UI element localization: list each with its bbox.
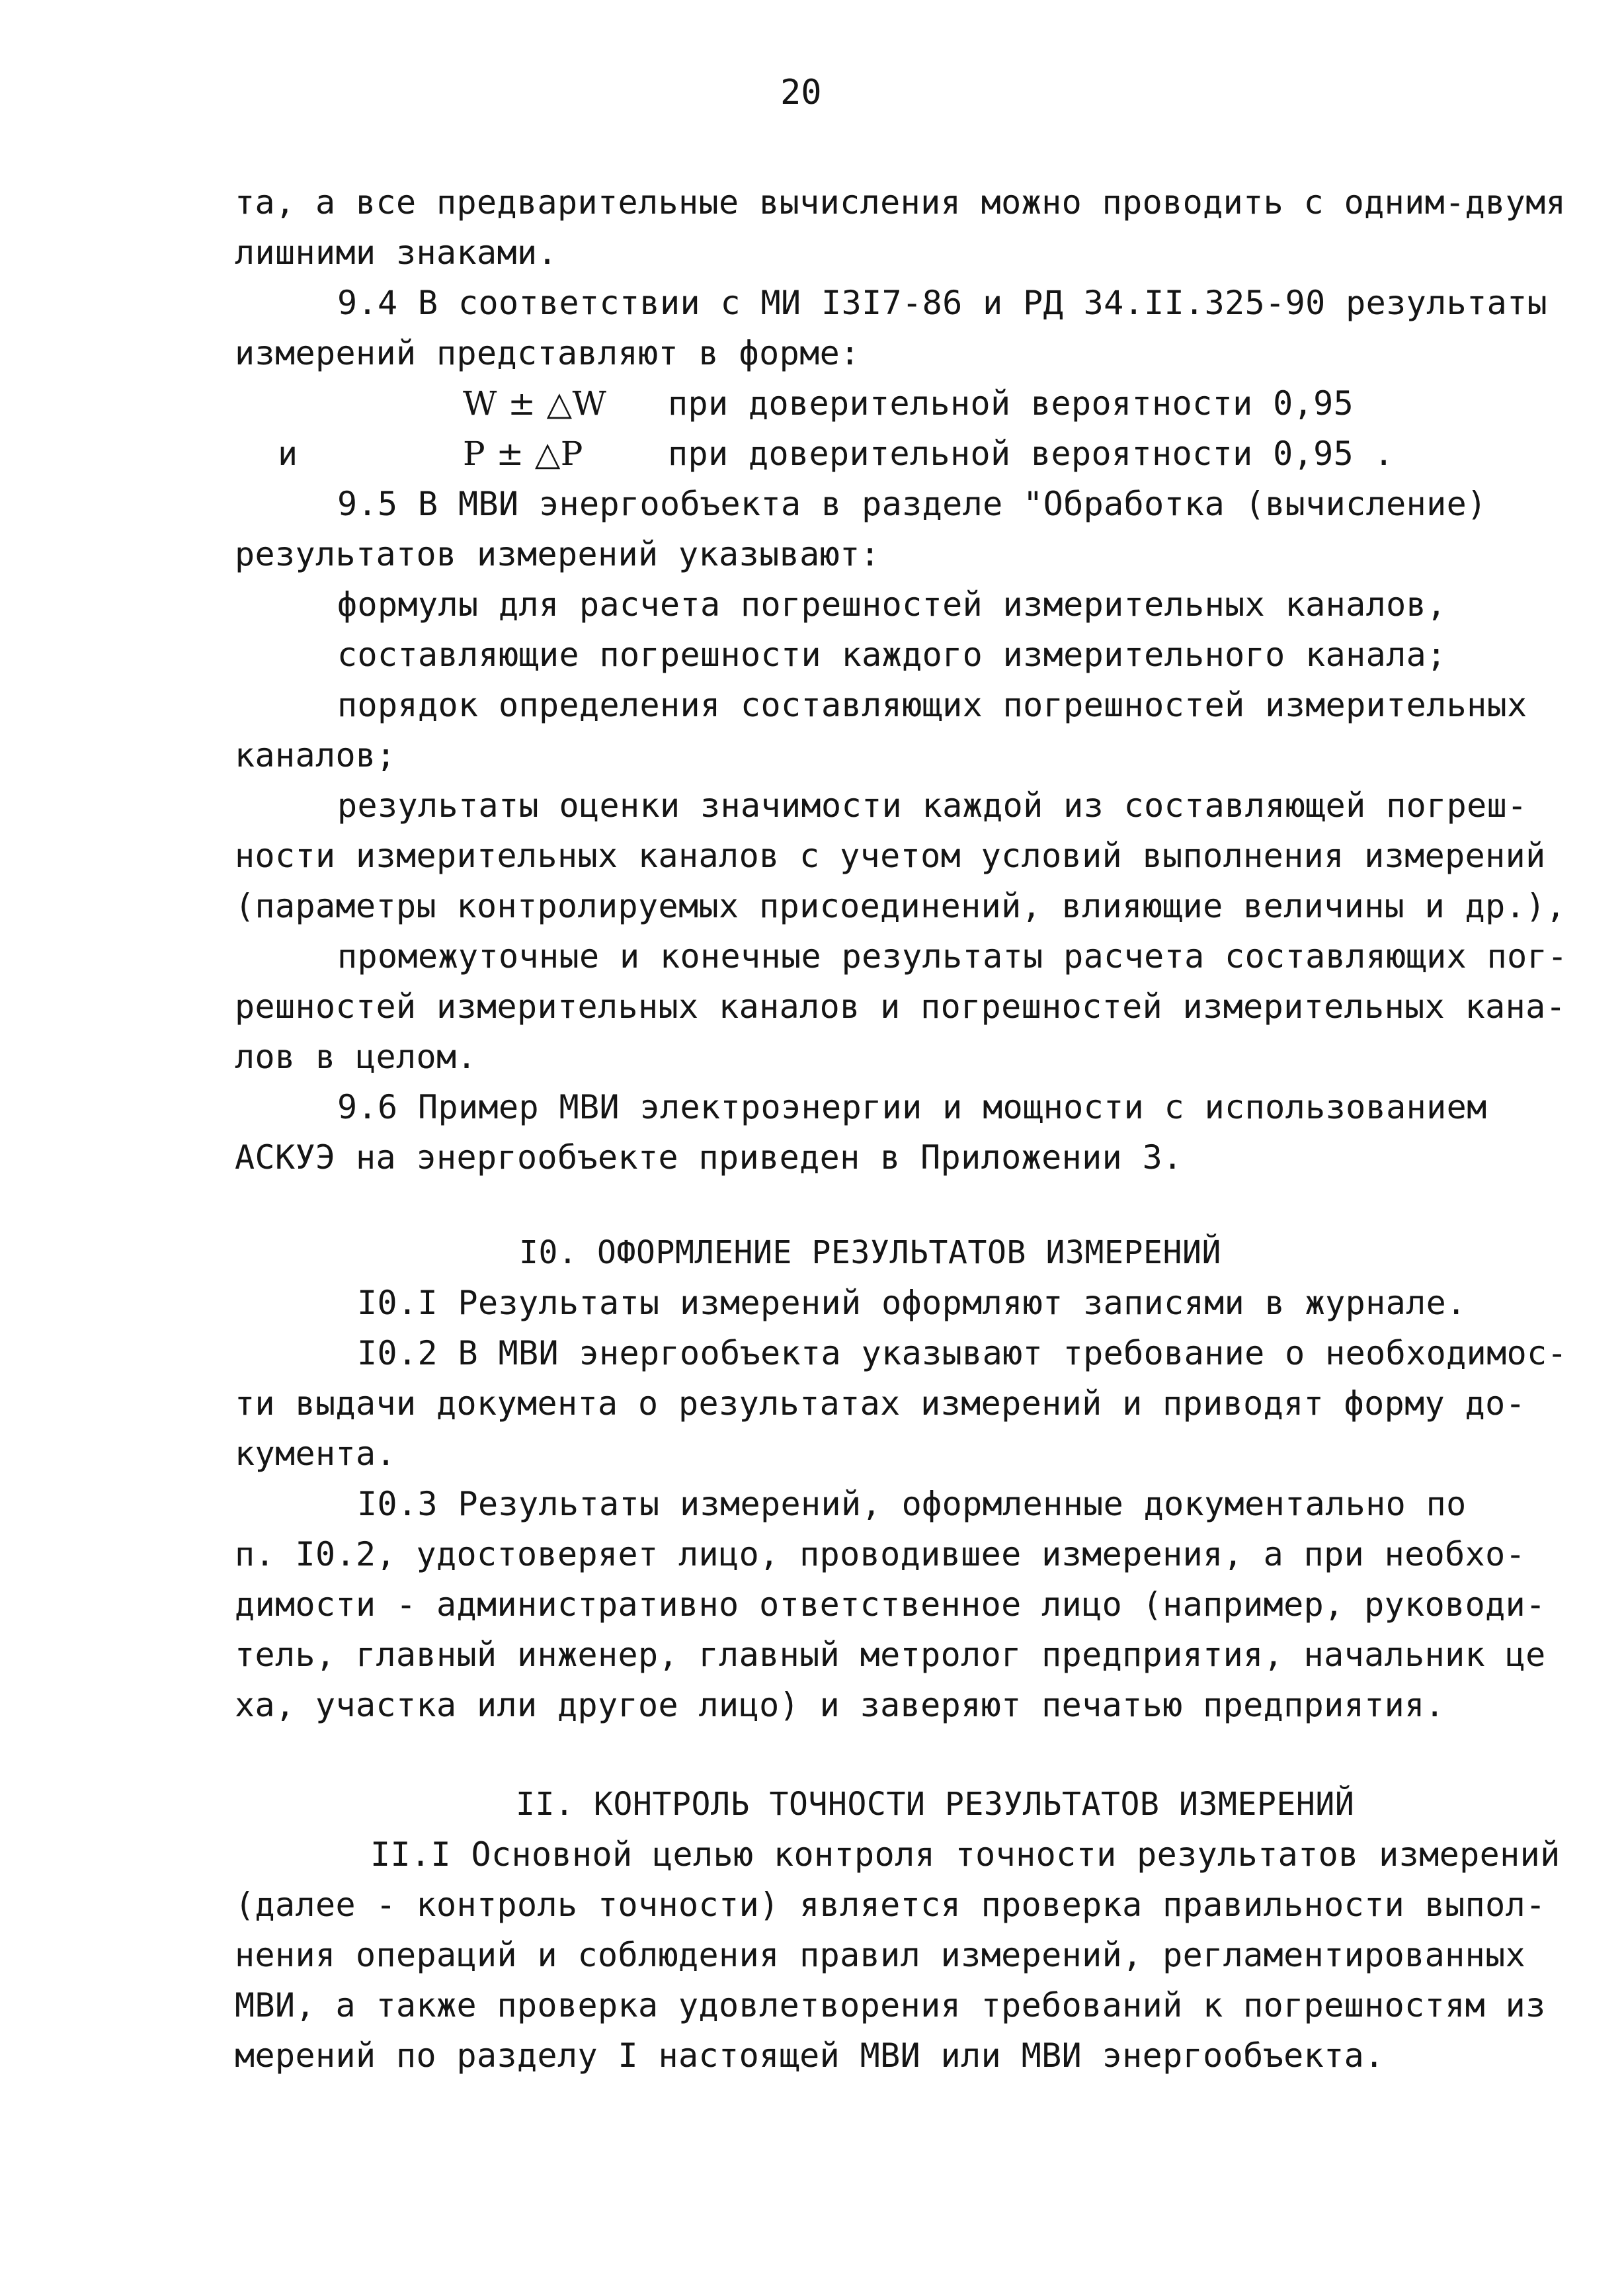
page-number: 20 <box>780 73 822 112</box>
conjunction: и <box>278 435 298 473</box>
text-line: порядок определения составляющих погрешностей измерительных <box>337 686 1527 724</box>
text-line: каналов; <box>235 736 397 774</box>
text-line: измерений представляют в форме: <box>235 334 860 372</box>
text-line: при доверительной вероятности 0,95 . <box>668 435 1395 473</box>
text-line: АСКУЭ на энергообъекте приведен в Приложении 3. <box>235 1138 1183 1177</box>
text-line: при доверительной вероятности 0,95 <box>668 384 1354 423</box>
formula-energy: W ± △W <box>463 384 607 423</box>
text-line: лов в целом. <box>235 1038 477 1076</box>
formula-power: P ± △P <box>463 435 583 473</box>
text-line: II.I Основной целью контроля точности результатов измерений <box>370 1835 1561 1874</box>
text-line: димости - административно ответственное лицо (например, руководи- <box>235 1585 1546 1624</box>
text-line: кумента. <box>235 1435 397 1473</box>
text-line: МВИ, а также проверка удовлетворения требований к погрешностям из <box>235 1986 1546 2024</box>
text-line: промежуточные и конечные результаты расчета составляющих пог- <box>337 937 1568 976</box>
text-line: (параметры контролируемых присоединений, влияющие величины и др.), <box>235 887 1566 925</box>
text-line: та, а все предварительные вычисления можно проводить с одним-двумя <box>235 183 1566 222</box>
text-line: результаты оценки значимости каждой из составляющей погреш- <box>337 786 1527 825</box>
text-line: I0.2 В МВИ энергообъекта указывают требование о необходимос- <box>357 1334 1568 1372</box>
text-line: формулы для расчета погрешностей измерительных каналов, <box>337 585 1447 624</box>
text-line: результатов измерений указывают: <box>235 535 881 573</box>
text-line: ти выдачи документа о результатах измерений и приводят форму до- <box>235 1384 1526 1423</box>
text-line: 9.6 Пример МВИ электроэнергии и мощности с использованием <box>337 1088 1487 1126</box>
text-line: (далее - контроль точности) является проверка правильности выпол- <box>235 1886 1546 1924</box>
text-line: ности измерительных каналов с учетом условий выполнения измерений <box>235 837 1546 875</box>
text-line: мерений по разделу I настоящей МВИ или МВИ энергообъекта. <box>235 2036 1385 2075</box>
text-line: лишними знаками. <box>235 233 558 272</box>
text-line: 9.5 В МВИ энергообъекта в разделе "Обработка (вычисление) <box>337 485 1487 523</box>
text-line: решностей измерительных каналов и погрешностей измерительных кана- <box>235 987 1566 1026</box>
text-line: I0.3 Результаты измерений, оформленные документально по <box>357 1485 1467 1523</box>
text-line: тель, главный инженер, главный метролог предприятия, начальник це <box>235 1636 1546 1674</box>
section-heading: I0. ОФОРМЛЕНИЕ РЕЗУЛЬТАТОВ ИЗМЕРЕНИЙ <box>519 1234 1221 1271</box>
text-line: 9.4 В соответствии с МИ I3I7-86 и РД 34.II.325-90 результаты <box>337 284 1548 322</box>
text-line: составляющие погрешности каждого измерительного канала; <box>337 636 1447 674</box>
text-line: I0.I Результаты измерений оформляют записями в журнале. <box>357 1284 1467 1322</box>
text-line: п. I0.2, удостоверяет лицо, проводившее измерения, а при необхо- <box>235 1535 1526 1573</box>
text-line: ха, участка или другое лицо) и заверяют печатью предприятия. <box>235 1686 1445 1724</box>
text-line: нения операций и соблюдения правил измерений, регламентированных <box>235 1936 1526 1974</box>
section-heading: II. КОНТРОЛЬ ТОЧНОСТИ РЕЗУЛЬТАТОВ ИЗМЕРЕНИЙ <box>516 1786 1355 1823</box>
